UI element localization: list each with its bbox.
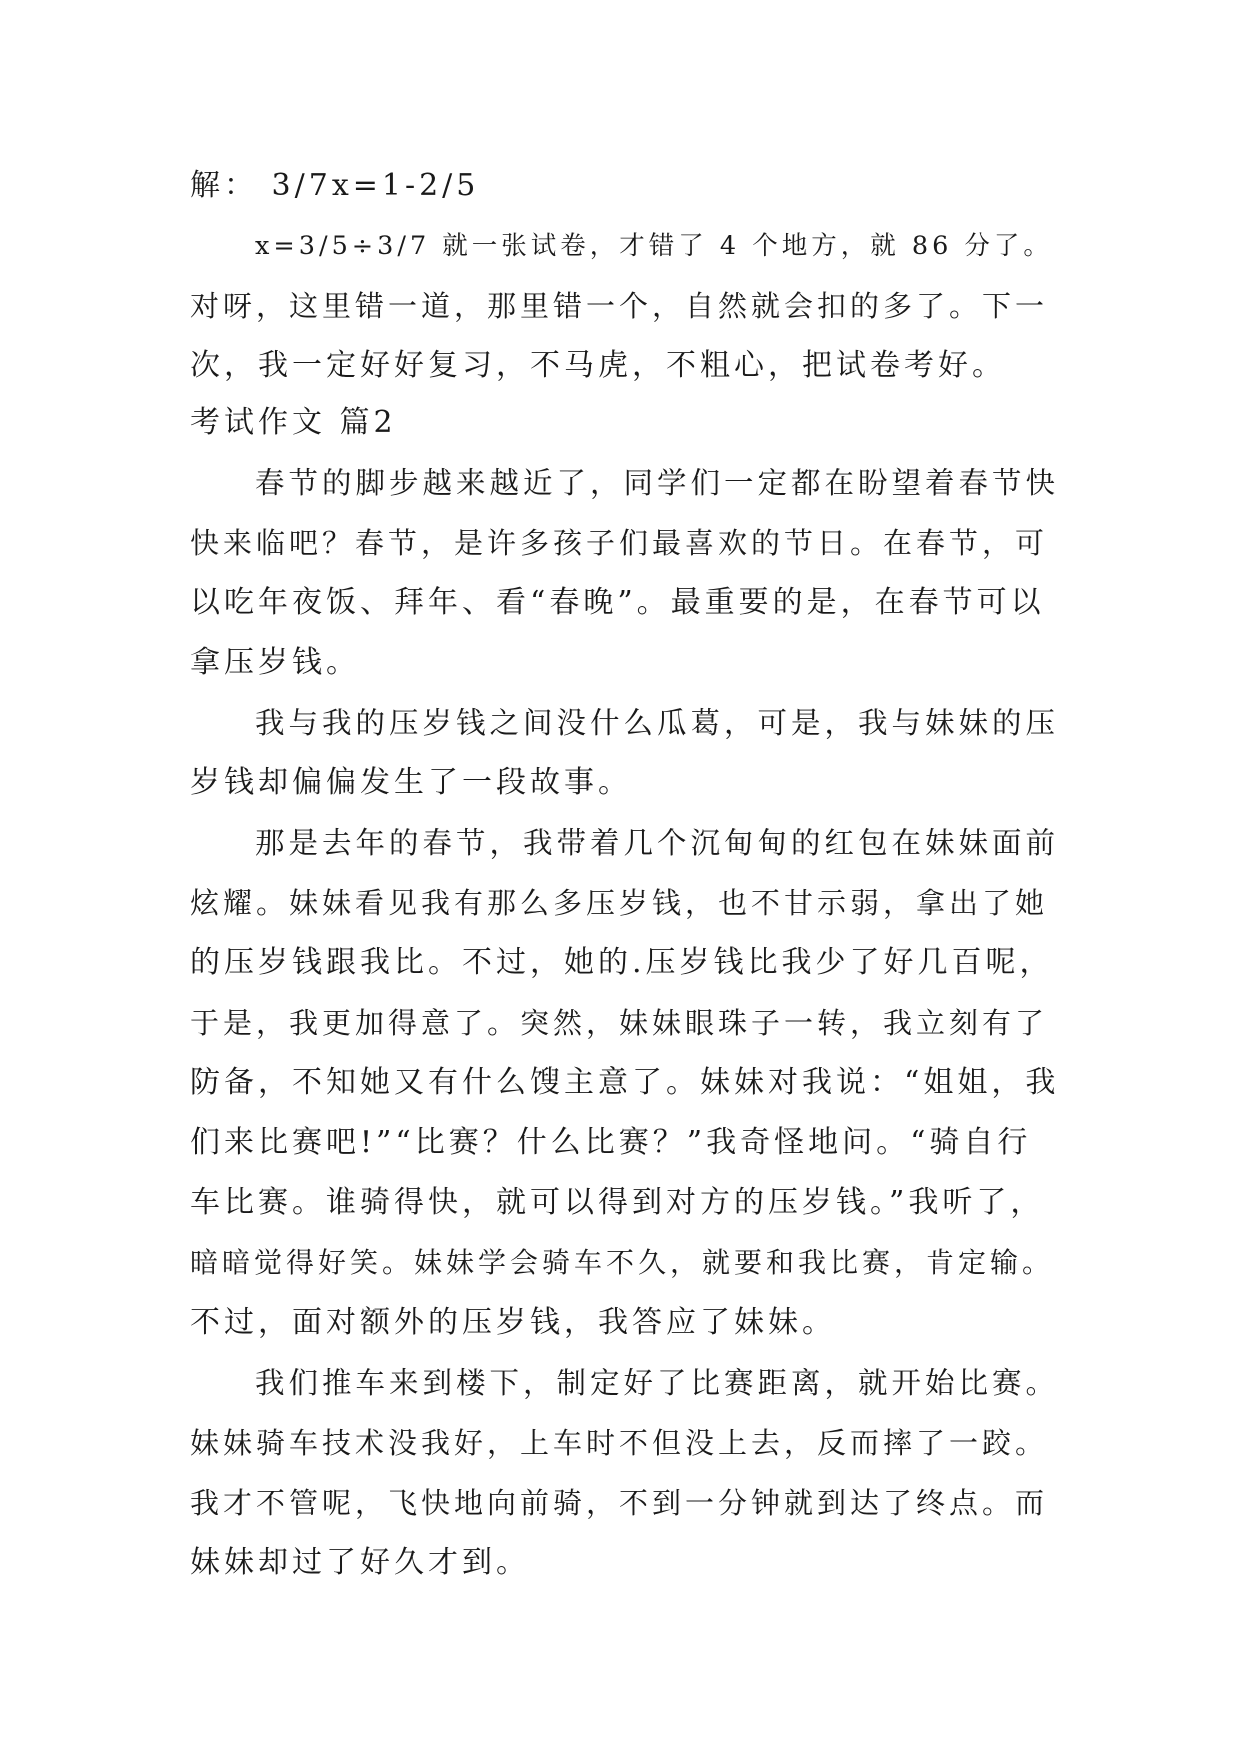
text-line: 于是，我更加得意了。突然，妹妹眼珠子一转，我立刻有了 (190, 1006, 1049, 1040)
text-line: 春节的脚步越来越近了，同学们一定都在盼望着春节快 (255, 466, 1060, 500)
text-line: 我们推车来到楼下，制定好了比赛距离，就开始比赛。 (255, 1366, 1060, 1400)
text-line: 的压岁钱跟我比。不过，她的.压岁钱比我少了好几百呢， (190, 945, 1054, 980)
section-heading: 考试作文 篇2 (190, 405, 397, 440)
text-line: 车比赛。谁骑得快，就可以得到对方的压岁钱。”我听了， (190, 1185, 1045, 1220)
text-line: 次，我一定好好复习，不马虎，不粗心，把试卷考好。 (190, 348, 1006, 383)
text-line: 岁钱却偏偏发生了一段故事。 (190, 765, 632, 800)
text-line: 不过，面对额外的压岁钱，我答应了妹妹。 (190, 1305, 836, 1340)
text-line: 对呀，这里错一道，那里错一个，自然就会扣的多了。下一 (190, 289, 1049, 323)
text-line: 我与我的压岁钱之间没什么瓜葛，可是，我与妹妹的压 (255, 706, 1060, 740)
text-line: 那是去年的春节，我带着几个沉甸甸的红包在妹妹面前 (255, 826, 1060, 860)
text-line: 我才不管呢，飞快地向前骑，不到一分钟就到达了终点。而 (190, 1486, 1049, 1520)
text-line: 拿压岁钱。 (190, 645, 360, 680)
text-line: x=3/5÷3/7 就一张试卷，才错了 4 个地方，就 86 分了。 (255, 231, 1053, 261)
text-line: 们来比赛吧!”“比赛？什么比赛？”我奇怪地问。“骑自行 (190, 1125, 1032, 1160)
text-line: 暗暗觉得好笑。妹妹学会骑车不久，就要和我比赛，肯定输。 (190, 1246, 1055, 1279)
solution-line: 解： 3/7x=1-2/5 (190, 168, 480, 203)
text-line: 快来临吧？春节，是许多孩子们最喜欢的节日。在春节，可 (190, 526, 1049, 560)
text-line: 妹妹骑车技术没我好，上车时不但没上去，反而摔了一跤。 (190, 1426, 1049, 1460)
text-line: 以吃年夜饭、拜年、看“春晚”。最重要的是，在春节可以 (190, 585, 1045, 620)
text-line: 炫耀。妹妹看见我有那么多压岁钱，也不甘示弱，拿出了她 (190, 886, 1049, 920)
text-line: 防备，不知她又有什么馊主意了。妹妹对我说：“姐姐，我 (190, 1065, 1060, 1100)
text-line: 妹妹却过了好久才到。 (190, 1545, 530, 1580)
